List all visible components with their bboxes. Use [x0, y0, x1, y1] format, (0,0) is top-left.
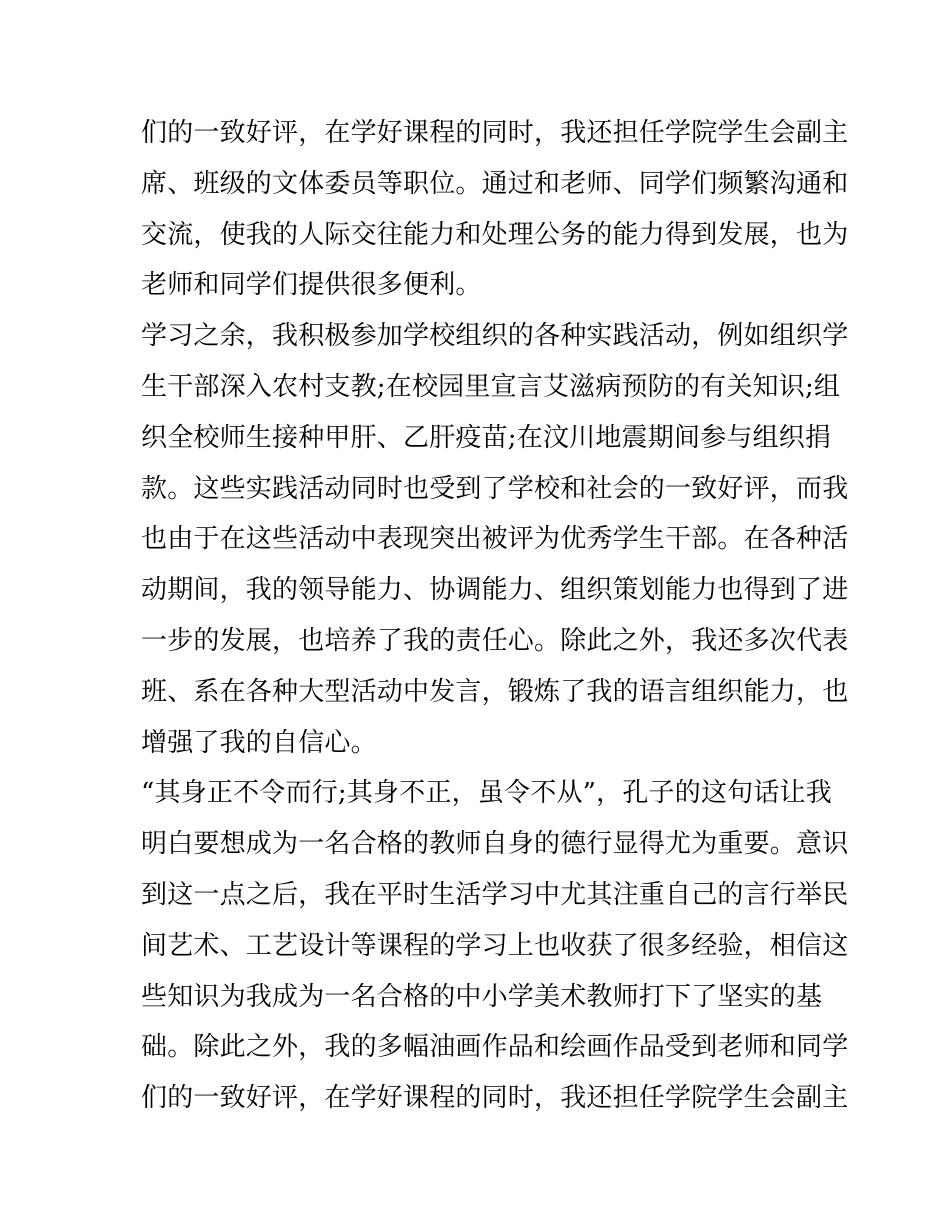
text-line: 一步的发展，也培养了我的责任心。除此之外，我还多次代表: [141, 625, 849, 656]
text-line: 也由于在这些活动中表现突出被评为优秀学生干部。在各种活: [141, 524, 849, 555]
text-line: 础。除此之外，我的多幅油画作品和绘画作品受到老师和同学: [141, 1032, 849, 1063]
text-line: 间艺术、工艺设计等课程的学习上也收获了很多经验，相信这: [141, 930, 849, 961]
text-line: 们的一致好评，在学好课程的同时，我还担任学院学生会副主: [141, 118, 849, 148]
text-line: 学习之余，我积极参加学校组织的各种实践活动，例如组织学: [141, 321, 849, 352]
text-line: 老师和同学们提供很多便利。: [141, 270, 482, 301]
text-line: 生干部深入农村支教;在校园里宣言艾滋病预防的有关知识;组: [141, 371, 841, 402]
text-line: 到这一点之后，我在平时生活学习中尤其注重自己的言行举民: [141, 879, 849, 910]
document-body: [141, 108, 849, 1124]
text-line: 班、系在各种大型活动中发言，锻炼了我的语言组织能力，也: [141, 676, 849, 707]
text-line: 们的一致好评，在学好课程的同时，我还担任学院学生会副主: [141, 1083, 849, 1114]
text-line: 交流，使我的人际交往能力和处理公务的能力得到发展，也为: [141, 219, 849, 250]
text-line: 些知识为我成为一名合格的中小学美术教师打下了坚实的基: [141, 981, 823, 1012]
text-line: 明白要想成为一名合格的教师自身的德行显得尤为重要。意识: [141, 829, 849, 860]
text-line: 织全校师生接种甲肝、乙肝疫苗;在汶川地震期间参与组织捐: [141, 422, 832, 453]
text-line: 席、班级的文体委员等职位。通过和老师、同学们频繁沟通和: [141, 168, 849, 199]
text-line: “其身正不令而行;其身不正，虽令不从”，孔子的这句话让我: [141, 778, 832, 809]
text-line: 款。这些实践活动同时也受到了学校和社会的一致好评，而我: [141, 473, 849, 504]
text-line: 动期间，我的领导能力、协调能力、组织策划能力也得到了进: [141, 575, 849, 606]
text-line: 增强了我的自信心。: [141, 727, 377, 758]
